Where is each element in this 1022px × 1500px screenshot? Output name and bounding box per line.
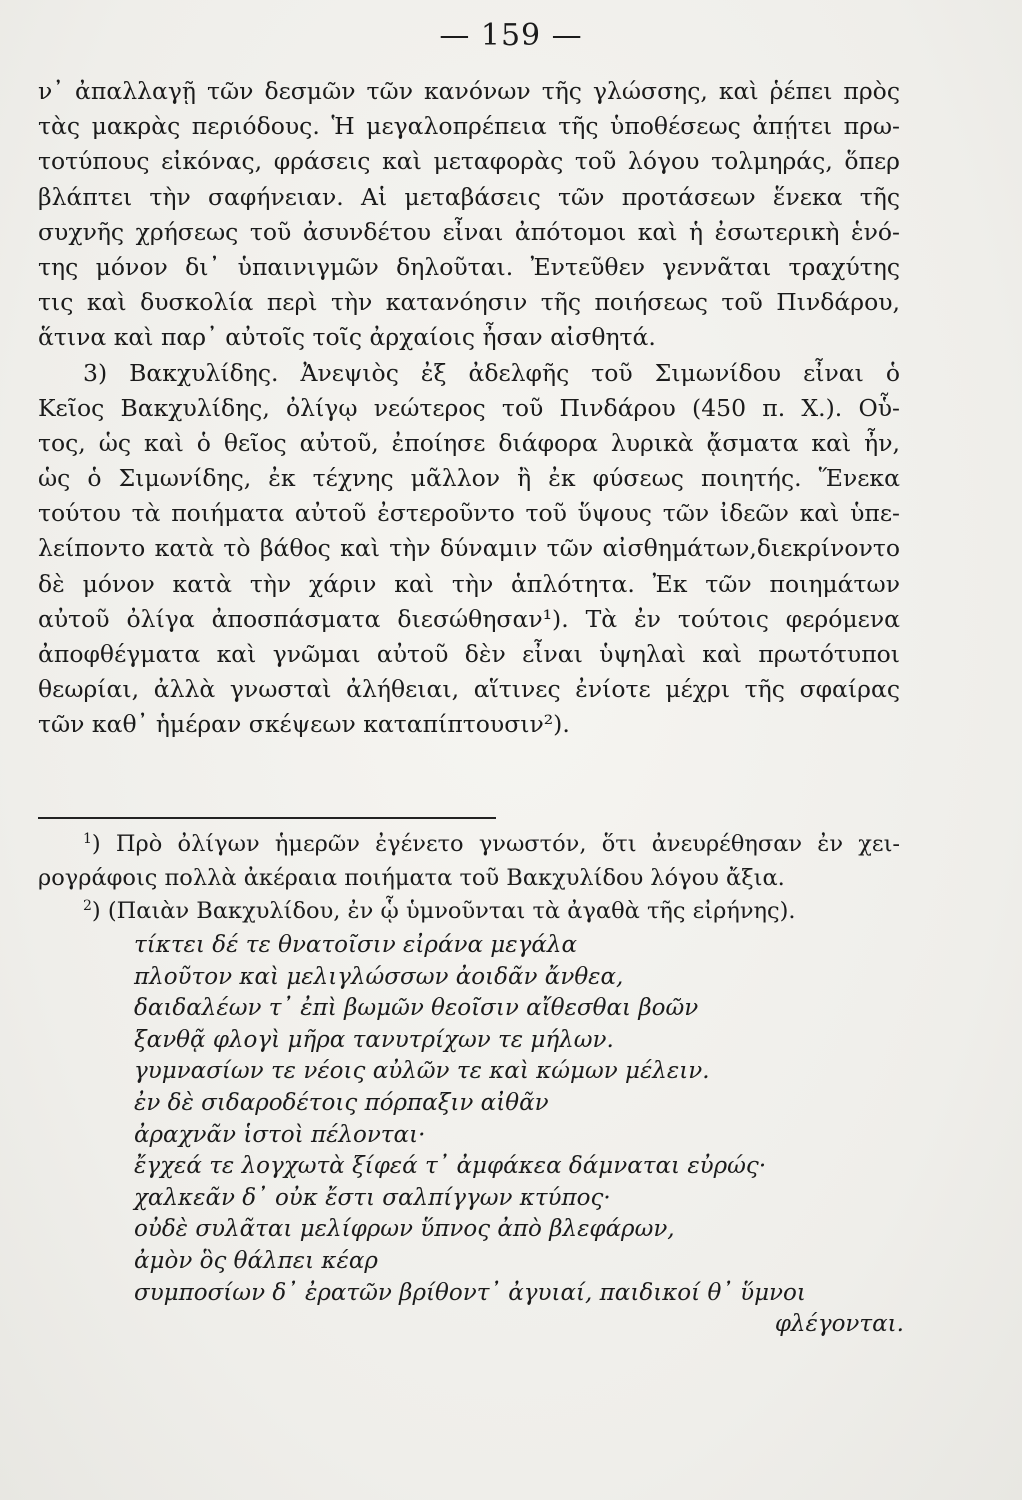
- text-line: ὡς ὁ Σιμωνίδης, ἐκ τέχνης μᾶλλον ἢ ἐκ φύσεως ποιητής. Ἕνεκα: [38, 464, 900, 493]
- main-text: [38, 74, 900, 743]
- verse-line: χαλκεᾶν δ᾽ οὐκ ἔστι σαλπίγγων κτύπος·: [134, 1184, 611, 1211]
- footnote-1-line: [38, 828, 900, 862]
- verse-line: δαιδαλέων τ᾽ ἐπὶ βωμῶν θεοῖσιν αἴθεσθαι βοῶν: [134, 995, 699, 1022]
- verse-line: ἀραχνᾶν ἱστοὶ πέλονται·: [134, 1121, 426, 1148]
- footnotes: [38, 828, 900, 929]
- text-line: τῶν καθ᾽ ἡμέραν σκέψεων καταπίπτουσιν²).: [38, 710, 570, 739]
- footnote-text: ) (Παιὰν Βακχυλίδου, ἐν ᾧ ὑμνοῦνται τὰ ἀγαθὰ τῆς εἰρήνης).: [91, 898, 796, 924]
- verse-line: συμποσίων δ᾽ ἐρατῶν βρίθοντ᾽ ἀγυιαί, παιδικοί θ᾽ ὕμνοι: [134, 1279, 806, 1306]
- text-line: δὲ μόνον κατὰ τὴν χάριν καὶ τὴν ἁπλότητα. Ἐκ τῶν ποιημάτων: [38, 569, 900, 598]
- text-line: θεωρίαι, ἀλλὰ γνωσταὶ ἀλήθειαι, αἵτινες ἐνίοτε μέχρι τῆς σφαίρας: [38, 675, 900, 704]
- text-line: ν᾽ ἀπαλλαγῇ τῶν δεσμῶν τῶν κανόνων τῆς γλώσσης, καὶ ῥέπει πρὸς: [38, 77, 900, 105]
- verse-line: οὐδὲ συλᾶται μελίφρων ὕπνος ἀπὸ βλεφάρων,: [134, 1216, 675, 1243]
- text-line: ἀποφθέγματα καὶ γνῶμαι αὐτοῦ δὲν εἶναι ὑψηλαὶ καὶ πρωτότυποι: [38, 640, 900, 668]
- footnote-2-line: [38, 895, 900, 929]
- poem-quotation: [134, 930, 904, 1341]
- verse-line: τίκτει δέ τε θνατοῖσιν εἰράνα μεγάλα: [134, 932, 577, 958]
- verse-line: πλοῦτον καὶ μελιγλώσσων ἀοιδᾶν ἄνθεα,: [134, 963, 624, 990]
- verse-line: φλέγονται.: [774, 1311, 904, 1338]
- text-line: της μόνον δι᾽ ὑπαινιγμῶν δηλοῦται. Ἐντεῦθεν γεννᾶται τραχύτης: [38, 252, 900, 281]
- section-heading-line: 3) Βακχυλίδης. Ἀνεψιὸς ἐξ ἀδελφῆς τοῦ Σιμωνίδου εἶναι ὁ: [83, 358, 900, 387]
- text-line: τούτου τὰ ποιήματα αὐτοῦ ἐστεροῦντο τοῦ ὕψους τῶν ἰδεῶν καὶ ὑπε-: [38, 499, 900, 528]
- verse-line: ἔγχεά τε λογχωτὰ ξίφεά τ᾽ ἀμφάκεα δάμναται εὐρώς·: [134, 1153, 767, 1180]
- text-line: αὐτοῦ ὀλίγα ἀποσπάσματα διεσώθησαν¹). Τὰ ἐν τούτοις φερόμενα: [38, 604, 900, 633]
- verse-line: ἐν δὲ σιδαροδέτοις πόρπαξιν αἰθᾶν: [134, 1089, 549, 1116]
- footnote-marker: 1: [83, 831, 92, 847]
- text-line: τος, ὡς καὶ ὁ θεῖος αὐτοῦ, ἐποίησε διάφορα λυρικὰ ᾄσματα καὶ ἦν,: [38, 428, 900, 457]
- footnote-1-line: ρογράφοις πολλὰ ἀκέραια ποιήματα τοῦ Βακχυλίδου λόγου ἄξια.: [38, 864, 785, 891]
- footnote-divider: [38, 817, 496, 819]
- text-line: λείποντο κατὰ τὸ βάθος καὶ τὴν δύναμιν τῶν αἰσθημάτων,διεκρίνοντο: [38, 534, 900, 563]
- text-line: τὰς μακρὰς περιόδους. Ἡ μεγαλοπρέπεια τῆς ὑποθέσεως ἀπῄτει πρω-: [38, 112, 900, 141]
- verse-line: ἀμὸν ὃς θάλπει κέαρ: [134, 1247, 378, 1274]
- page-number: — 159 —: [439, 18, 583, 53]
- text-line: τοτύπους εἰκόνας, φράσεις καὶ μεταφορὰς τοῦ λόγου τολμηράς, ὅπερ: [38, 147, 900, 176]
- text-line: ἅτινα καὶ παρ᾽ αὐτοῖς τοῖς ἀρχαίοις ἦσαν αἰσθητά.: [38, 323, 656, 352]
- footnote-marker: 2: [83, 898, 92, 914]
- text-line: βλάπτει τὴν σαφήνειαν. Αἱ μεταβάσεις τῶν προτάσεων ἕνεκα τῆς: [38, 182, 900, 211]
- text-line: τις καὶ δυσκολία περὶ τὴν κατανόησιν τῆς ποιήσεως τοῦ Πινδάρου,: [38, 288, 900, 317]
- text-line: συχνῆς χρήσεως τοῦ ἀσυνδέτου εἶναι ἀπότομοι καὶ ἡ ἐσωτερικὴ ἑνό-: [38, 217, 900, 246]
- verse-line: ξανθᾷ φλογὶ μῆρα τανυτρίχων τε μήλων.: [134, 1026, 614, 1053]
- footnote-text: ) Πρὸ ὀλίγων ἡμερῶν ἐγένετο γνωστόν, ὅτι ἀνευρέθησαν ἐν χει-: [91, 831, 900, 857]
- verse-line: γυμνασίων τε νέοις αὐλῶν τε καὶ κώμων μέλειν.: [134, 1058, 710, 1085]
- text-line: Κεῖος Βακχυλίδης, ὀλίγῳ νεώτερος τοῦ Πινδάρου (450 π. Χ.). Οὗ-: [38, 393, 900, 422]
